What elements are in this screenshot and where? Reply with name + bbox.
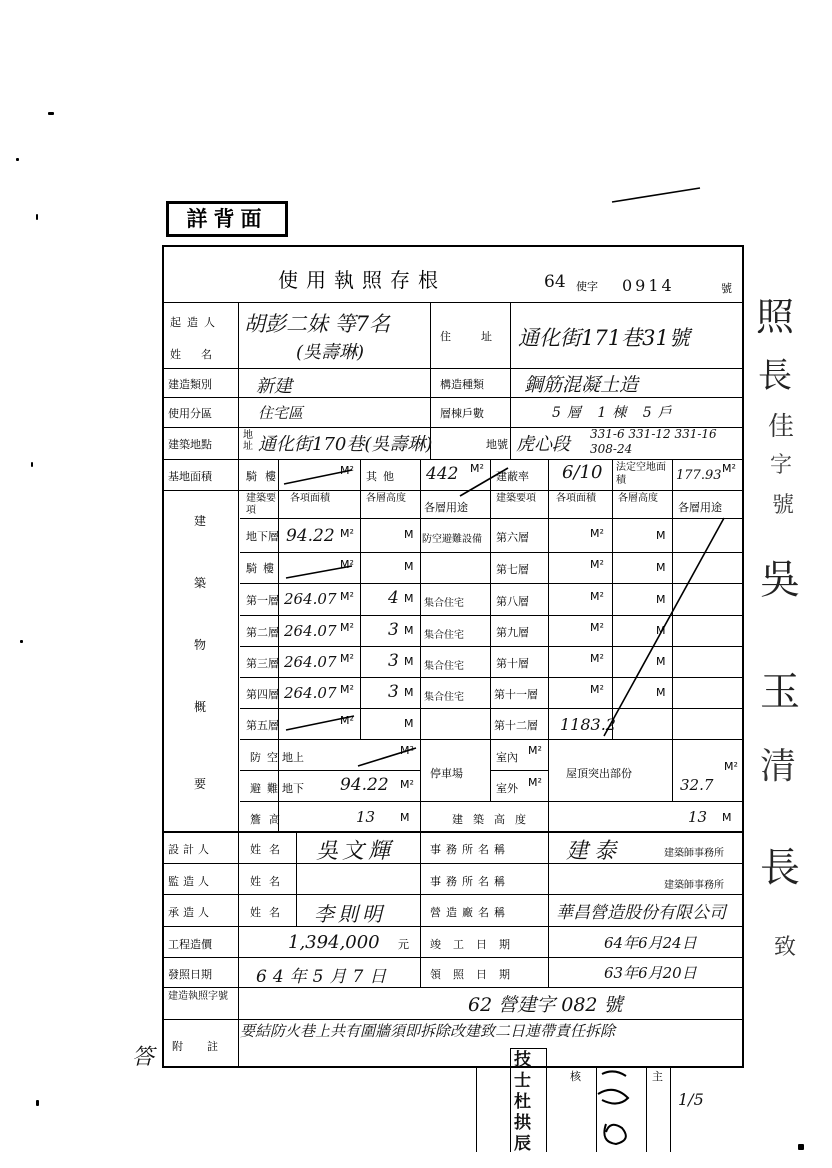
roof-value: 32.7 [680,776,714,794]
designer-label: 設計人 [168,843,213,856]
rule [240,739,744,740]
site-sub-label: 地址 [243,430,253,452]
rule [240,646,744,647]
rule [670,1066,671,1152]
floor-m: M [404,686,414,699]
floor-height: 3 [388,651,399,671]
rule [162,459,744,460]
floor-use: 集合住宅 [424,598,464,609]
floor-area: 94.22 [286,526,335,546]
floor-m: M [656,561,666,574]
rule [162,490,744,491]
permit-no-label: 建造執照字號 [168,991,228,1002]
rule [490,770,548,771]
build-type-value: 新建 [256,376,292,397]
rule [490,490,491,801]
underground-m2: M² [400,778,414,791]
margin-seal-text [756,296,796,338]
issue-date-label: 發照日期 [168,968,212,981]
header-height-right: 各層高度 [618,493,658,504]
shelter-label: 防空 [250,751,284,764]
rule [162,987,744,988]
empty-area-m2: M² [722,462,736,475]
other-value: 442 [426,464,459,484]
floor-name: 第十層 [496,657,529,670]
address-value: 通化街171巷31號 [518,326,690,350]
lot-section: 虎心段 [516,434,570,455]
header-area-right: 各項面積 [556,493,596,504]
floor-area: 264.07 [284,622,337,640]
floor-use: 集合住宅 [424,630,464,641]
rule [672,459,673,490]
floor-name: 地下層 [246,530,279,543]
rule [162,302,744,303]
floor-m: M [656,624,666,637]
rule [612,490,613,739]
designer-office: 建泰 [566,839,623,864]
margin-char: 清 [760,746,797,787]
builder-name-label: 姓名 [170,348,232,361]
contractor-office: 華昌營造股份有限公司 [556,903,726,923]
margin-char: 致 [774,935,797,960]
scan-speck [36,214,38,220]
review-seal-mark [590,1064,640,1148]
floor-m: M [656,686,666,699]
rule [296,831,297,926]
rule [420,459,421,490]
header-item: 建築要項 [246,493,276,516]
rule [548,459,549,490]
floor-name: 第一層 [246,594,279,607]
parking-indoor-m2: M² [528,744,542,757]
underground-label: 地下 [282,782,304,795]
rule [240,770,420,771]
floor-m: M [404,560,414,573]
rule [162,397,744,398]
rule [240,708,744,709]
rule [672,490,673,739]
zone-value: 住宅區 [258,404,304,422]
floor-m2: M² [590,683,604,696]
hao-label: 號 [721,282,732,295]
site-value: 通化街170巷(吳壽琳) [258,434,433,455]
floor-area: 264.07 [284,590,337,608]
site-label: 建築地點 [168,438,212,451]
rule [476,1066,477,1152]
rule [360,459,361,490]
scan-speck [36,1100,39,1106]
document-title: 使用執照存根 [278,268,446,292]
rule [162,863,744,864]
permit-number: 0914 [622,276,675,295]
rule [612,459,613,490]
header-use-right: 各層用途 [678,501,722,514]
floor-height: 4 [388,588,399,608]
floor-m2: M² [340,714,354,727]
scan-speck [48,112,54,115]
floor-m2: M² [340,621,354,634]
supervisor-office-suffix: 建築師事務所 [664,880,724,891]
parking-label: 停車場 [430,767,463,780]
signoff-date: 1/5 [678,1090,704,1109]
floor-m2: M² [340,558,354,571]
summary-side-2: 築 [193,576,206,590]
ground-label: 地上 [282,751,304,764]
building-height-label: 建築高度 [452,813,536,826]
margin-char: 照 [756,295,795,339]
summary-side-4: 概 [193,700,206,714]
rule [546,1048,547,1152]
floor-m2: M² [590,590,604,603]
detail-back-stamp: 詳背面 [166,201,288,237]
designer-name-label: 姓名 [250,843,288,856]
parking-outdoor-m2: M² [528,776,542,789]
margin-char: 吳 [760,557,800,603]
margin-char: 長 [758,356,792,396]
rule [548,831,549,987]
remarks-label: 附註 [172,1040,242,1053]
rule [240,615,744,616]
other-label: 其他 [366,470,400,483]
rule [672,739,673,801]
floor-m2: M² [340,590,354,603]
floor-name: 第七層 [496,563,529,576]
floor-name: 第九層 [496,626,529,639]
frame-top [162,245,744,247]
header-height: 各層高度 [366,493,406,504]
underground-value: 94.22 [340,775,389,795]
address-label: 住址 [440,330,522,343]
empty-area-value: 177.93 [676,468,722,483]
floor-area: 264.07 [284,653,337,671]
remarks-value: 要結防火巷上共有圍牆須即拆除改建致二日連帶責任拆除 [240,1022,616,1040]
receive-date-label: 領照日期 [430,968,522,981]
margin-note: 答 [132,1045,155,1070]
staff-signature: 技士 杜 拱 辰 [514,1050,531,1154]
parking-indoor-label: 室內 [496,751,518,764]
rule [162,831,744,833]
coverage-label: 建蔽率 [496,470,529,483]
rule [420,801,421,831]
margin-char: 玉 [760,669,800,715]
floor-m2: M² [340,527,354,540]
floor-m: M [656,593,666,606]
cost-label: 工程造價 [168,938,212,951]
evacuation-label: 避難 [250,782,284,795]
floor-m: M [656,655,666,668]
check-label: 核 [570,1070,581,1083]
cost-unit: 元 [398,938,409,951]
builder-label: 起造人 [170,316,221,329]
roof-label: 屋頂突出部份 [566,767,632,780]
building-height-value: 13 [688,808,708,826]
floor-area: 264.07 [284,684,337,702]
supervisor-label: 監造人 [168,875,213,888]
issue-date: 64年5月7日 [256,967,393,987]
lot-label: 地號 [486,438,508,451]
rule [646,1066,647,1152]
zi-label: 使字 [576,280,598,293]
rule [548,801,549,831]
total-area: 1183.2 [560,715,616,734]
floor-m2: M² [590,652,604,665]
roof-m2: M² [724,760,738,773]
floor-m2: M² [340,652,354,665]
header-use: 各層用途 [424,501,468,514]
floor-m: M [404,624,414,637]
contractor-name: 李則明 [314,902,386,926]
scan-speck [16,158,19,161]
rule [360,490,361,739]
build-type-label: 建造類別 [168,378,212,391]
contractor-label: 承造人 [168,906,213,919]
scan-speck [31,462,33,467]
floor-name: 第三層 [246,657,279,670]
contractor-office-label: 營造廠名稱 [430,906,510,919]
rule [162,957,744,958]
builder-alias: (吳壽琳) [296,342,365,363]
contractor-name-label: 姓名 [250,906,288,919]
floor-height: 3 [388,682,399,702]
rule [162,894,744,895]
arcade-m2: M² [340,464,354,477]
margin-char: 號 [772,493,795,518]
ground-m2: M² [400,744,414,757]
floor-m: M [404,528,414,541]
designer-office-suffix: 建築師事務所 [664,848,724,859]
rule [510,1048,511,1152]
rule [510,1048,546,1049]
header-area: 各項面積 [290,493,330,504]
rule [420,831,421,987]
floor-name: 第五層 [246,719,279,732]
rule [240,518,744,519]
completion-label: 竣工日期 [430,938,522,951]
margin-char: 字 [770,453,793,478]
eave-label: 簷高 [250,813,288,826]
floor-m: M [404,655,414,668]
floors-label: 層棟戶數 [440,407,484,420]
rule [240,552,744,553]
corner-scribble [612,188,700,202]
rule [162,926,744,927]
builder-name: 胡彭二妹 等7名 [244,312,391,336]
summary-side-3: 物 [193,638,206,652]
floor-m2: M² [590,527,604,540]
floor-m: M [404,717,414,730]
floor-m2: M² [590,621,604,634]
floor-m: M [656,529,666,542]
seal-label: 主 [652,1070,663,1083]
floor-m2: M² [590,558,604,571]
floor-name: 騎樓 [246,562,280,575]
floor-m2: M² [340,683,354,696]
floor-use: 防空避難設備 [422,534,482,545]
receive-date: 63年6月20日 [604,964,697,982]
coverage-value: 6/10 [562,462,603,483]
floor-name: 第八層 [496,595,529,608]
structure-label: 構造種類 [440,378,484,391]
arcade-label: 騎樓 [246,470,284,483]
summary-side-1: 建 [193,514,206,528]
rule [420,490,421,801]
rule [238,302,239,1066]
structure-value: 鋼筋混凝土造 [524,374,639,396]
header-item-right: 建築要項 [496,493,536,504]
permit-no-value: 62 營建字 082 號 [468,994,623,1016]
designer-name: 吳文輝 [316,839,395,864]
summary-side-5: 要 [193,777,206,791]
rule [162,368,744,369]
completion-date: 64年6月24日 [604,934,697,952]
floor-name: 第十一層 [494,688,538,701]
eave-value: 13 [356,808,376,826]
supervisor-office-label: 事務所名稱 [430,875,510,888]
building-height-m: M [722,811,732,824]
floor-name: 第四層 [246,688,279,701]
scan-speck [20,640,23,643]
scan-speck [798,1144,804,1150]
floor-use: 集合住宅 [424,692,464,703]
rule [490,459,491,490]
floors-value: 5層 1棟 5戶 [552,405,678,421]
supervisor-name-label: 姓名 [250,875,288,888]
rule [240,583,744,584]
permit-year: 64 [544,272,566,292]
floor-m: M [404,592,414,605]
base-area-label: 基地面積 [168,470,212,483]
rule [240,677,744,678]
floor-name: 第二層 [246,626,279,639]
eave-m: M [400,811,410,824]
lot-numbers: 331-6 331-12 331-16 308-24 [590,427,717,456]
floor-name: 第六層 [496,531,529,544]
rule [240,801,744,802]
designer-office-label: 事務所名稱 [430,843,510,856]
margin-char: 長 [760,845,800,891]
margin-char: 佳 [768,412,795,442]
cost-value: 1,394,000 [288,932,380,953]
empty-area-label: 法定空地面積 [616,462,666,486]
parking-outdoor-label: 室外 [496,782,518,795]
floor-use: 集合住宅 [424,661,464,672]
rule [548,490,549,801]
rule [510,302,511,460]
floor-name: 第十二層 [494,719,538,732]
zone-label: 使用分區 [168,407,212,420]
floor-height: 3 [388,620,399,640]
other-m2: M² [470,462,484,475]
